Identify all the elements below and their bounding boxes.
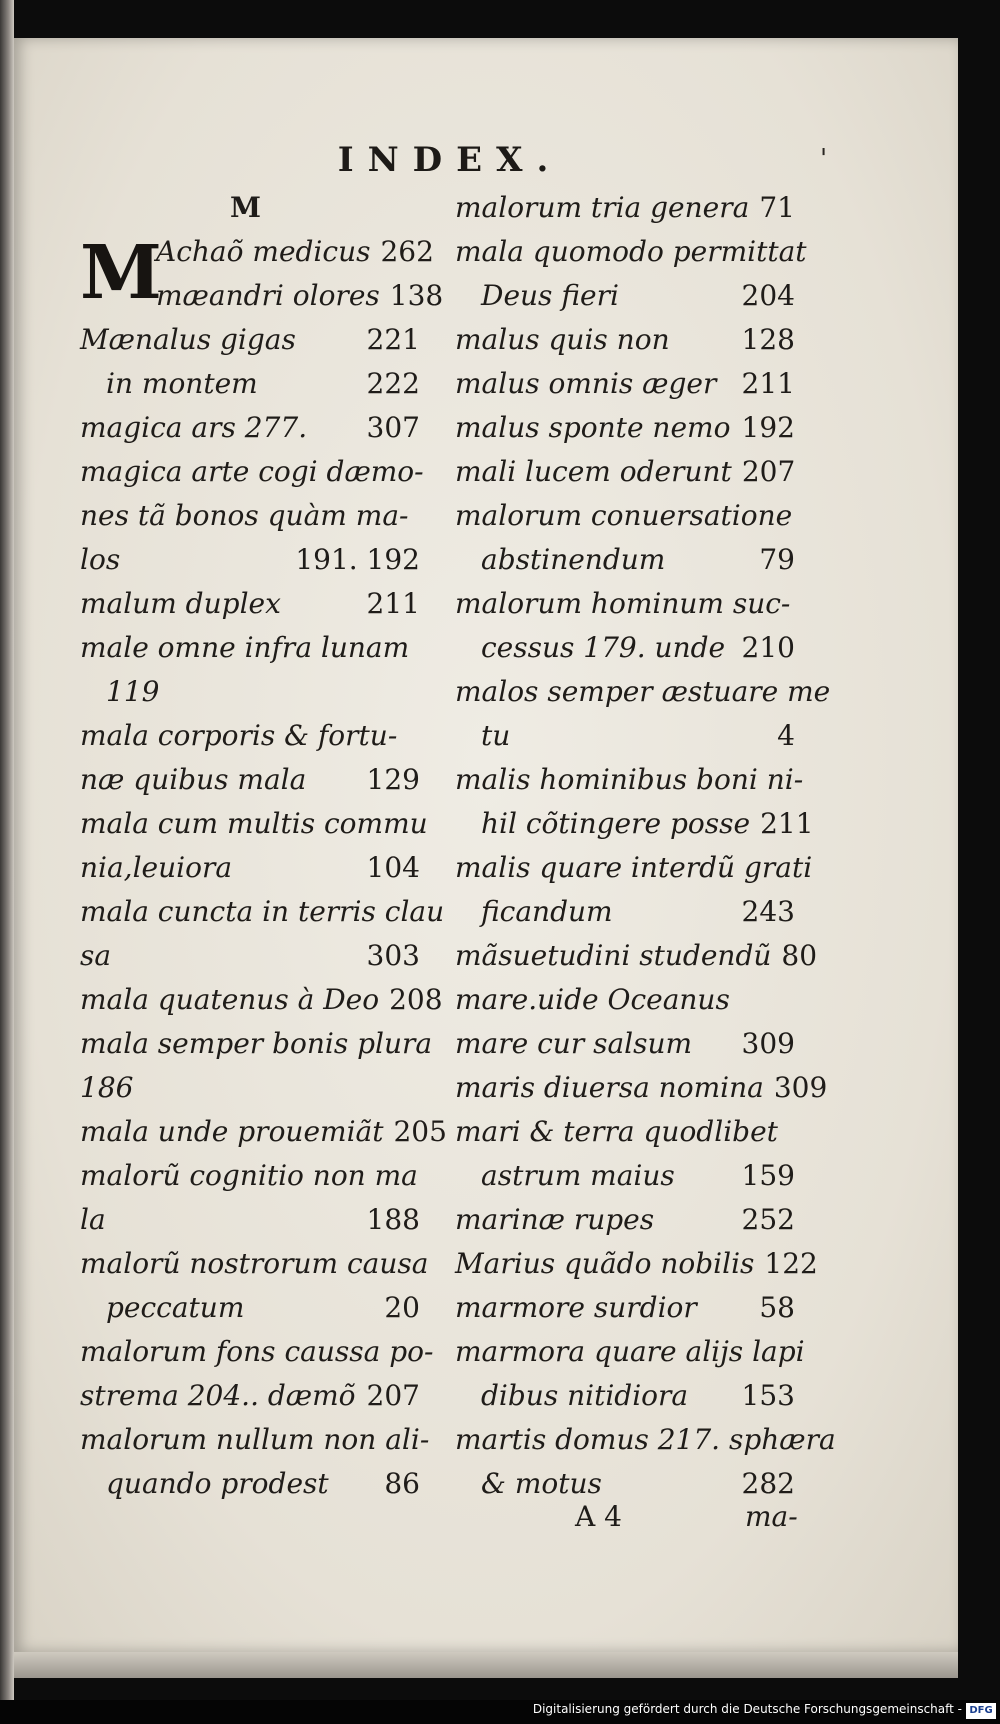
entry-text: mala semper bonis plura (80, 1027, 433, 1060)
index-entry (80, 890, 445, 934)
entry-text: mala corporis & fortu- (80, 719, 398, 752)
signature-mark: A 4 (575, 1500, 622, 1533)
index-entry (80, 934, 420, 978)
entry-text: mala quatenus à Deo (80, 983, 380, 1016)
page-edge (14, 1652, 958, 1678)
entry-page-number: 188 (366, 1203, 420, 1236)
index-entry (455, 846, 813, 890)
dfg-logo-icon: DFG (966, 1703, 996, 1719)
index-entry (455, 1374, 795, 1418)
entry-text: strema 204.. dæmõ (80, 1379, 356, 1412)
entry-text: quando prodest (106, 1467, 329, 1500)
entry-text: marmora quare alijs lapi (455, 1335, 805, 1368)
index-entry (80, 1286, 420, 1330)
entry-text: ficandum (481, 895, 613, 928)
index-entry (455, 406, 795, 450)
entry-text: nia,leuiora (80, 851, 233, 884)
entry-text: malis hominibus boni ni- (455, 763, 804, 796)
index-entry (80, 1418, 430, 1462)
entry-page-number: 262 (380, 235, 434, 268)
entry-page-number: 211 (741, 367, 795, 400)
entry-text: mala quomodo permittat (455, 235, 807, 268)
entry-page-number: 128 (741, 323, 795, 356)
index-entry (455, 230, 807, 274)
entry-text: mare cur salsum (455, 1027, 693, 1060)
corner-mark: ' (820, 144, 828, 174)
entry-text: magica ars 277. (80, 411, 308, 444)
entry-page-number: 138 (389, 279, 444, 312)
index-entry (455, 1242, 818, 1286)
index-entry (455, 1110, 795, 1154)
index-entry (80, 978, 443, 1022)
entry-text: cessus 179. unde (481, 631, 726, 664)
index-entry (80, 1374, 420, 1418)
entry-text: malus quis non (455, 323, 670, 356)
entry-page-number: 208 (389, 983, 443, 1016)
entry-text: 119 (106, 675, 160, 708)
entry-page-number: 243 (741, 895, 795, 928)
entry-text: nes tã bonos quàm ma- (80, 499, 409, 532)
index-entry (80, 802, 428, 846)
entry-page-number: 122 (764, 1247, 818, 1280)
entry-page-number: 204 (741, 279, 795, 312)
entry-page-number: 79 (759, 543, 795, 576)
entry-page-number: 20 (384, 1291, 420, 1324)
entry-page-number: 58 (759, 1291, 795, 1324)
index-entry (80, 582, 420, 626)
index-entry (455, 934, 818, 978)
dropcap-letter: M (80, 230, 162, 316)
entry-page-number: 159 (741, 1159, 795, 1192)
entry-text: Achaõ medicus (156, 235, 371, 268)
index-entry (455, 1418, 836, 1462)
section-letter: M (230, 191, 261, 224)
entry-page-number: 282 (741, 1467, 795, 1500)
entry-text: mali lucem oderunt (455, 455, 732, 488)
index-entry (455, 318, 795, 362)
index-entry (80, 1198, 420, 1242)
entry-text: mala unde prouemiãt (80, 1115, 384, 1148)
index-entry (455, 1154, 795, 1198)
index-entry (455, 1066, 828, 1110)
entry-page-number: 309 (773, 1071, 828, 1104)
entry-page-number: 207 (366, 1379, 420, 1412)
index-entry (455, 1022, 795, 1066)
entry-text: marinæ rupes (455, 1203, 655, 1236)
entry-page-number: 210 (741, 631, 795, 664)
entry-page-number: 303 (366, 939, 420, 972)
entry-text: 186 (80, 1071, 134, 1104)
entry-page-number: 211 (366, 587, 420, 620)
index-entry (455, 582, 795, 626)
entry-page-number: 129 (366, 763, 420, 796)
index-entry (80, 626, 420, 670)
entry-page-number: 153 (741, 1379, 795, 1412)
index-entry (455, 186, 795, 230)
funding-credit: Digitalisierung gefördert durch die Deutsche Forschungsgemeinschaft - (532, 1702, 962, 1716)
entry-text: mare.uide Oceanus (455, 983, 730, 1016)
catchword: ma- (745, 1500, 798, 1533)
entry-page-number: 222 (366, 367, 420, 400)
entry-text: hil cõtingere posse (481, 807, 751, 840)
index-entry (455, 538, 795, 582)
index-entry (80, 846, 420, 890)
index-entry (80, 494, 420, 538)
index-entry (80, 670, 420, 714)
index-entry (455, 978, 795, 1022)
entry-text: los (80, 543, 121, 576)
entry-text: magica arte cogi dæmo- (80, 455, 424, 488)
index-entry (80, 1022, 433, 1066)
entry-text: tu (481, 719, 511, 752)
entry-page-number: 207 (741, 455, 796, 488)
index-entry (80, 538, 420, 582)
entry-text: mari & terra quodlibet (455, 1115, 778, 1148)
entry-text: peccatum (106, 1291, 245, 1324)
index-entry (455, 758, 804, 802)
index-entry (80, 450, 424, 494)
book-spine (0, 0, 14, 1724)
entry-page-number: 191. 192 (295, 543, 420, 576)
right-entry-list (455, 186, 836, 1506)
index-entry (455, 362, 795, 406)
entry-page-number: 192 (741, 411, 795, 444)
entry-page-number: 104 (366, 851, 420, 884)
index-entry (80, 1330, 434, 1374)
index-entry (455, 450, 795, 494)
entry-text: malus omnis æger (455, 367, 717, 400)
entry-text: malum duplex (80, 587, 281, 620)
entry-text: martis domus 217. sphæra (455, 1423, 836, 1456)
entry-text: malus sponte nemo (455, 411, 731, 444)
entry-text: næ quibus mala (80, 763, 307, 796)
entry-text: Marius quãdo nobilis (455, 1247, 755, 1280)
index-entry (455, 626, 795, 670)
entry-text: marmore surdior (455, 1291, 697, 1324)
entry-text: la (80, 1203, 106, 1236)
entry-text: mala cum multis commu (80, 807, 428, 840)
entry-page-number: 307 (366, 411, 420, 444)
index-entry (80, 1154, 420, 1198)
entry-text: malorũ nostrorum causa (80, 1247, 429, 1280)
entry-text: mæandri olores (156, 279, 380, 312)
entry-text: maris diuersa nomina (455, 1071, 764, 1104)
dropcap-block (80, 230, 444, 318)
entry-text: abstinendum (481, 543, 666, 576)
entry-text: Deus fieri (481, 279, 619, 312)
index-entry (455, 802, 814, 846)
index-entry (455, 1286, 795, 1330)
entry-page-number: 309 (741, 1027, 795, 1060)
entry-page-number: 252 (741, 1203, 795, 1236)
entry-text: & motus (481, 1467, 602, 1500)
index-entry (80, 318, 420, 362)
footer-bar (0, 1700, 1000, 1724)
index-entry (80, 406, 420, 450)
entry-text: sa (80, 939, 112, 972)
index-column-right (455, 186, 836, 1506)
index-entry (455, 890, 795, 934)
entry-text: malorum tria genera (455, 191, 750, 224)
entry-text: malorum fons caussa po- (80, 1335, 434, 1368)
left-entry-list (80, 318, 447, 1506)
index-entry (455, 494, 795, 538)
entry-page-number: 221 (366, 323, 420, 356)
index-entry (80, 1110, 447, 1154)
entry-text: malorum hominum suc- (455, 587, 791, 620)
entry-text: astrum maius (481, 1159, 675, 1192)
entry-text: malorũ cognitio non ma (80, 1159, 418, 1192)
index-entry (455, 1198, 795, 1242)
index-entry (80, 1242, 429, 1286)
index-entry (80, 1066, 420, 1110)
entry-text: in montem (106, 367, 258, 400)
index-entry (455, 714, 795, 758)
entry-page-number: 71 (759, 191, 795, 224)
entry-text: mala cuncta in terris clau (80, 895, 445, 928)
entry-text: male omne infra lunam (80, 631, 410, 664)
entry-text: malos semper æstuare me (455, 675, 831, 708)
index-entry (80, 362, 420, 406)
entry-page-number: 4 (777, 719, 795, 752)
entry-page-number: 211 (760, 807, 814, 840)
index-entry (455, 1462, 795, 1506)
index-entry (455, 274, 795, 318)
entry-text: mãsuetudini studendũ (455, 939, 772, 972)
entry-text: Mænalus gigas (80, 323, 296, 356)
page-title: INDEX. (337, 140, 563, 180)
entry-text: malorum conuersatione (455, 499, 793, 532)
index-entry (455, 670, 831, 714)
index-entry (455, 1330, 805, 1374)
index-entry (80, 758, 420, 802)
entry-text: dibus nitidiora (481, 1379, 689, 1412)
index-entry (80, 1462, 420, 1506)
entry-page-number: 205 (393, 1115, 447, 1148)
entry-text: malis quare interdũ grati (455, 851, 813, 884)
entry-text: malorum nullum non ali- (80, 1423, 430, 1456)
entry-page-number: 86 (384, 1467, 420, 1500)
entry-page-number: 80 (781, 939, 818, 972)
index-entry (80, 714, 420, 758)
index-column-left (80, 186, 447, 1506)
